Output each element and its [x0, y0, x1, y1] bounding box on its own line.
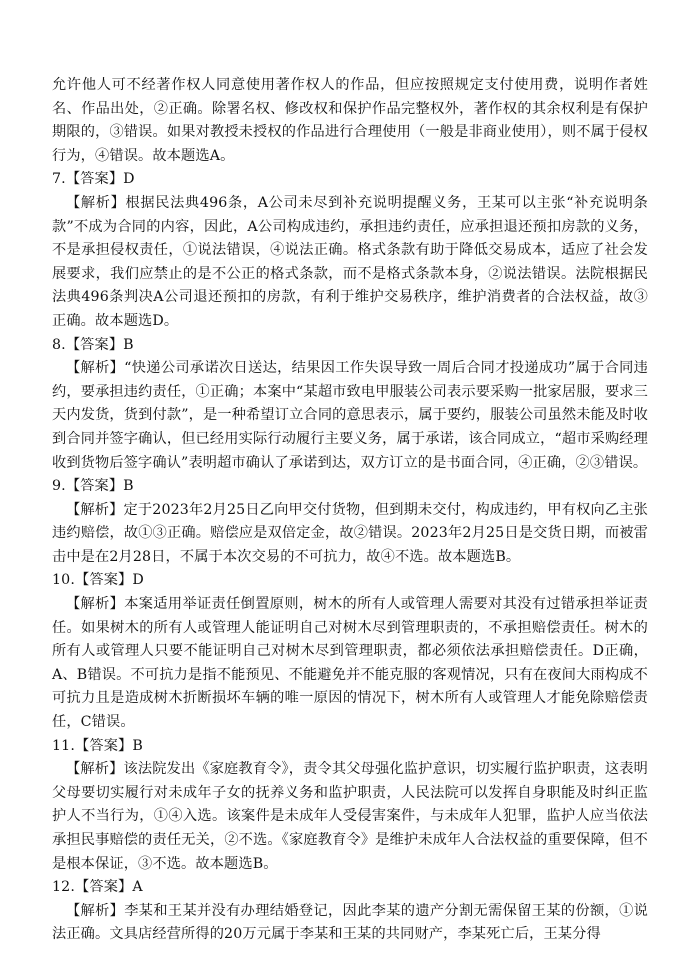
analysis-12: 【解析】李某和王某并没有办理结婚登记，因此李某的遗产分割无需保留王某的份额，①说法正确。文具店经营所得的20万元属于李某和王某的共同财产，李某死亡后，王某分得 — [52, 902, 648, 943]
answer-7: 7.【答案】D — [52, 171, 135, 188]
analysis-7: 【解析】根据民法典496条，A公司未尽到补充说明提醒义务，王某可以主张“补充说明条款”不成为合同的内容，因此，A公司构成违约，承担违约责任，应承担退还预扣房款的义务，不是承担侵权责任，①说法错误，④说法正确。格式条款有助于降低交易成本，适应了社会发展要求，我们应禁止的是不公正的格式条款，而不是格式条款本身，②说法错误。法院根据民法典496条判决A公司退还预扣的房款，有利于维护交易秩序，维护消费者的合法权益，故③正确。故本题选D。 — [52, 194, 648, 329]
answer-8: 8.【答案】B — [52, 336, 134, 353]
answer-11: 11.【答案】B — [52, 737, 143, 754]
analysis-11: 【解析】该法院发出《家庭教育令》，责令其父母强化监护意识，切实履行监护职责，这表明父母要切实履行对未成年子女的抚养义务和监护职责，人民法院可以发挥自身职能及时纠正监护人不当行为，①④入选。该案件是未成年人受侵害案件，与未成年人犯罪，监护人应当依法承担民事赔偿的责任无关，②不选。《家庭教育令》是维护未成年人合法权益的重要保障，但不是根本保证，③不选。故本题选B。 — [52, 761, 648, 872]
analysis-10: 【解析】本案适用举证责任倒置原则，树木的所有人或管理人需要对其没有过错承担举证责任。如果树木的所有人或管理人能证明自己对树木尽到管理职责的，不承担赔偿责任。树木的所有人或管理人只要不能证明自己对树木尽到管理职责，都必须依法承担赔偿责任。D正确，A、B错误。不可抗力是指不能预见、不能避免并不能克服的客观情况，只有在夜间大雨构成不可抗力且是造成树木折断损坏车辆的唯一原因的情况下，树木所有人或管理人才能免除赔偿责任，C错误。 — [52, 596, 648, 731]
answer-12: 12.【答案】A — [52, 879, 143, 896]
analysis-8: 【解析】“快递公司承诺次日送达，结果因工作失误导致一周后合同才投递成功”属于合同违约，要承担违约责任，①正确；本案中“某超市致电甲服装公司表示要采购一批家居服，要求三天内发货，货到付款”，是一种希望订立合同的意思表示，属于要约，服装公司虽然未能及时收到合同并签字确认，但已经用实际行动履行主要义务，属于承诺，该合同成立，“超市采购经理收到货物后签字确认”表明超市确认了承诺到达，双方订立的是书面合同，④正确，②③错误。 — [52, 360, 648, 471]
answer-9: 9.【答案】B — [52, 478, 134, 495]
analysis-9: 【解析】定于2023年2月25日乙向甲交付货物，但到期未交付，构成违约，甲有权向乙主张违约赔偿，故①③正确。赔偿应是双倍定金，故②错误。2023年2月25日是交货日期，而被雷击中是在2月28日，不属于本次交易的不可抗力，故④不选。故本题选B。 — [52, 501, 648, 565]
intro-paragraph: 允许他人可不经著作权人同意使用著作权人的作品，但应按照规定支付使用费，说明作者姓名、作品出处，②正确。除署名权、修改权和保护作品完整权外，著作权的其余权利是有保护期限的，③错误。如果对教授未授权的作品进行合理使用（一般是非商业使用），则不属于侵权行为，④错误。故本题选A。 — [52, 77, 648, 164]
answer-10: 10.【答案】D — [52, 572, 144, 589]
